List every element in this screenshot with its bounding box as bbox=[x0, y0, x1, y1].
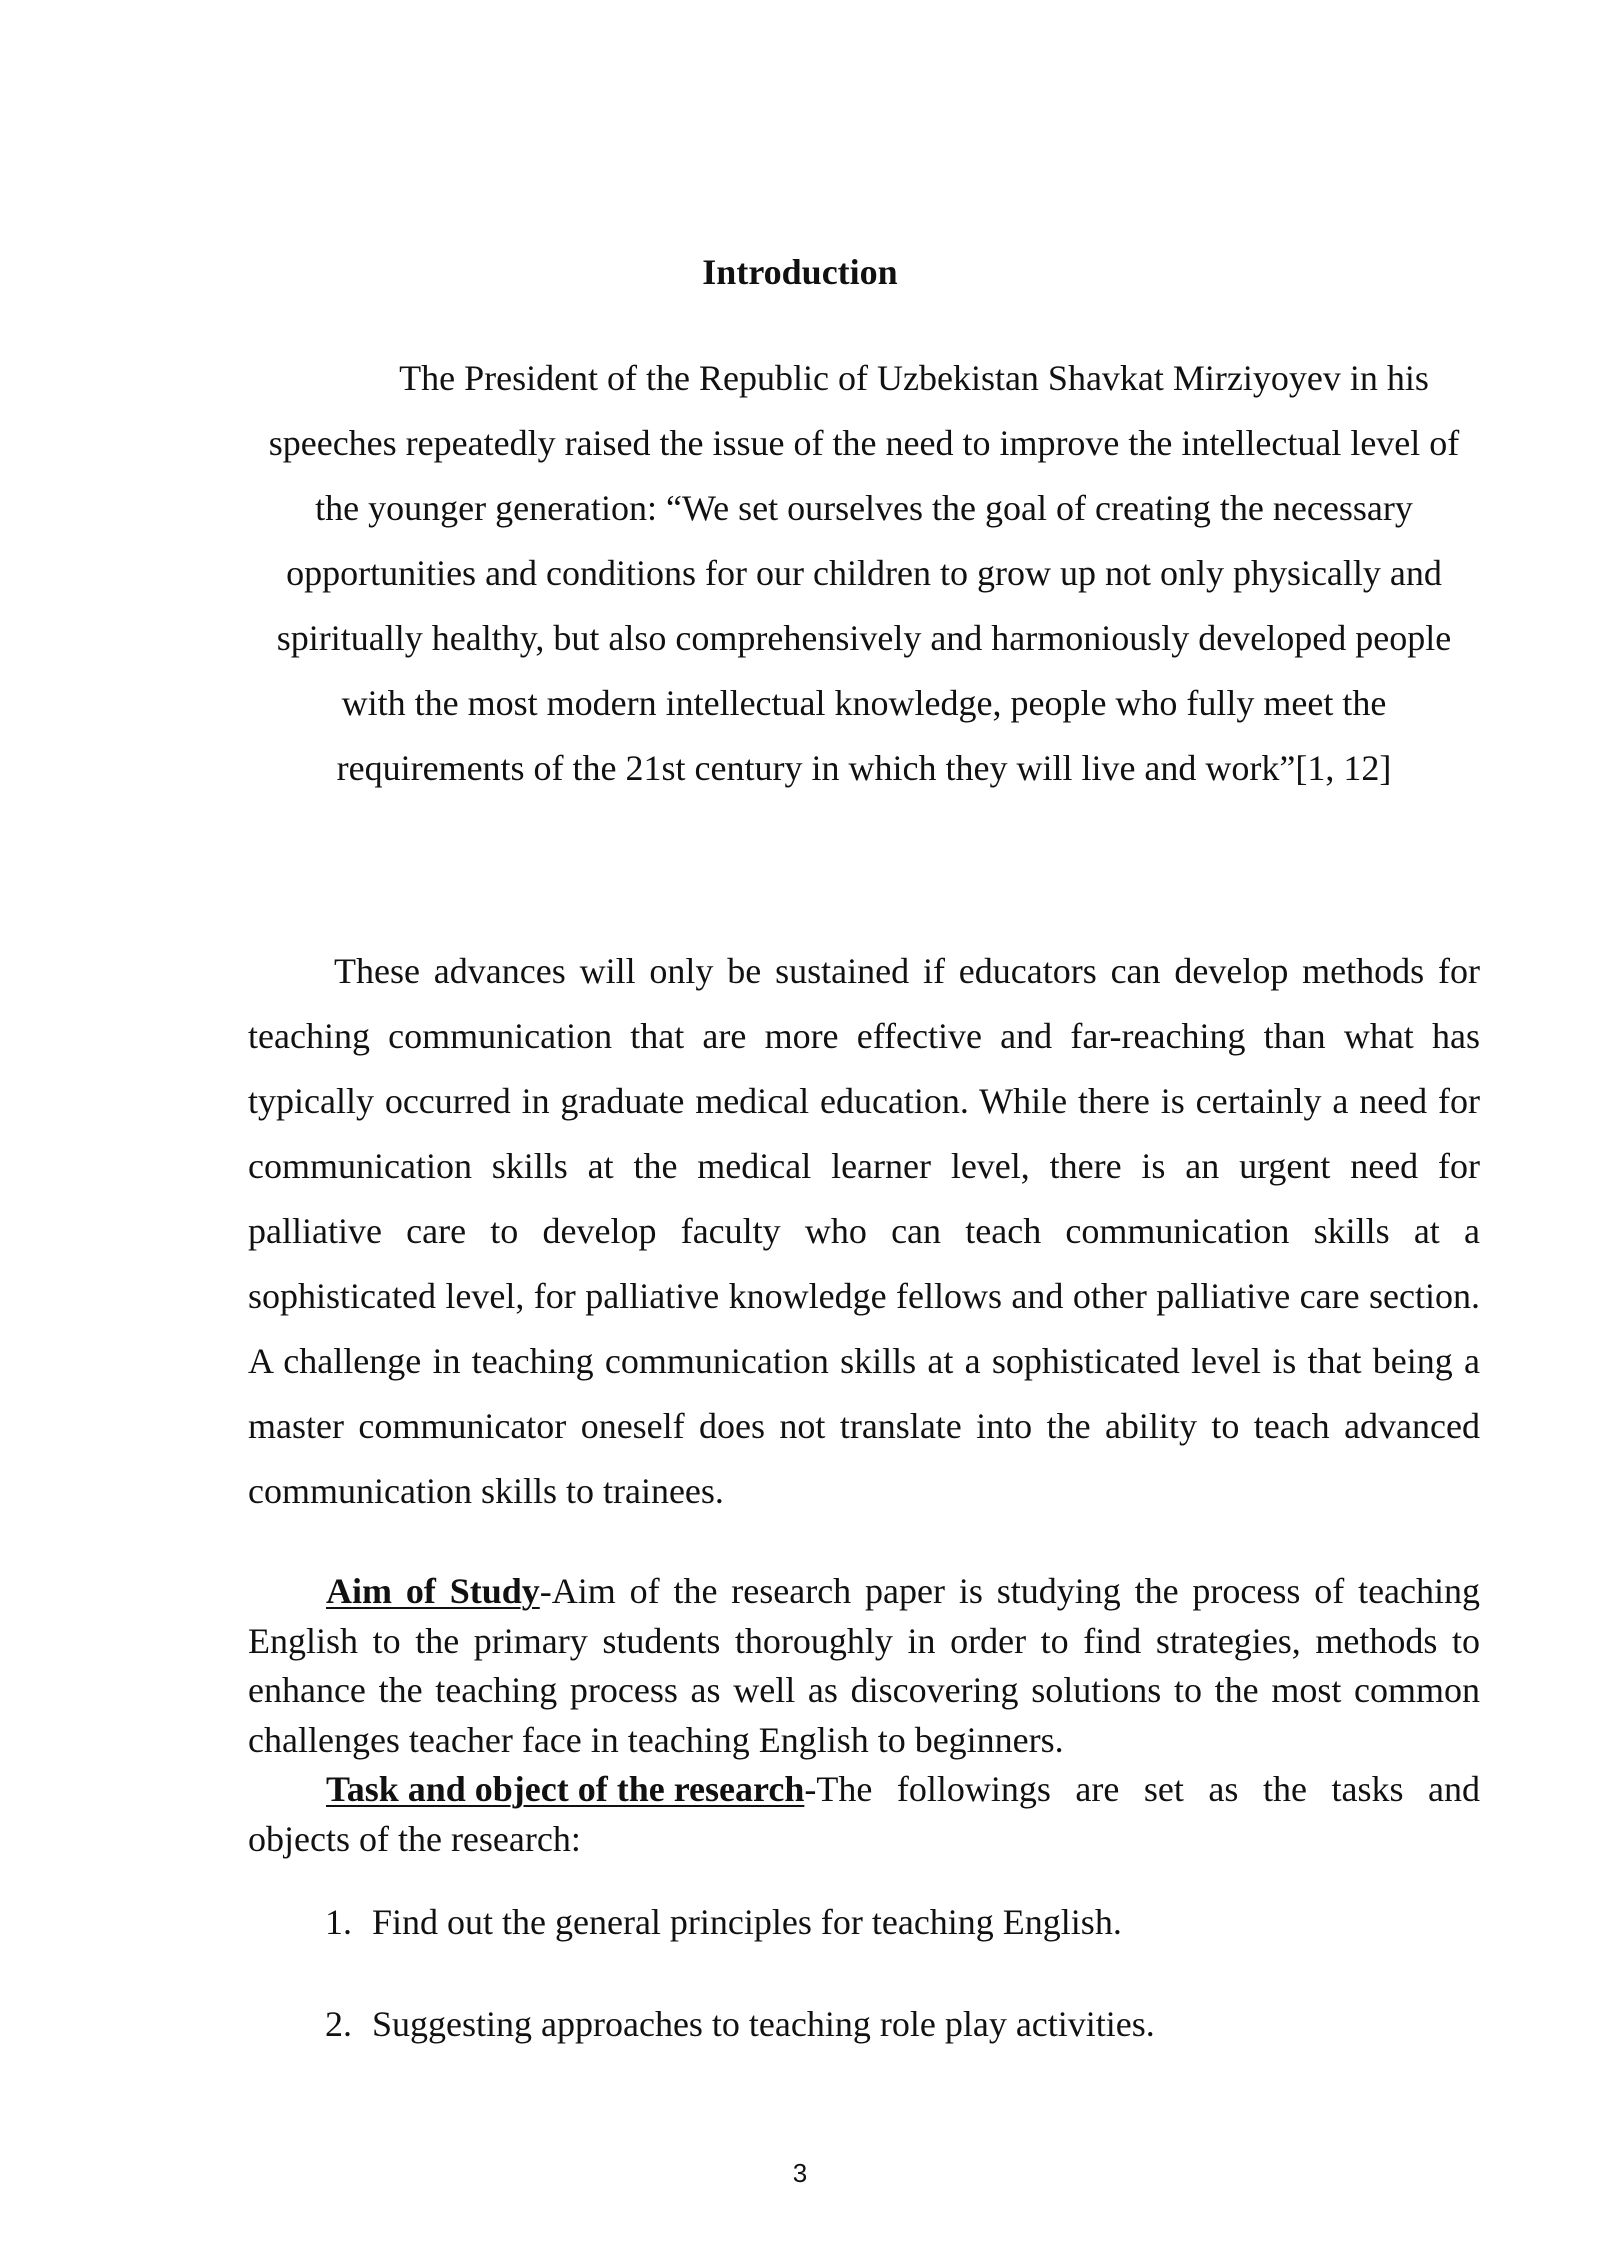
communication-paragraph: These advances will only be sustained if educators can develop methods for teaching communication that are more effective and far-reaching than what has typically occurred in graduate medical education. While there is certainly a need for communication skills at the medical learner level, there is an urgent need for palliative care to develop faculty who can teach communication skills at a sophisticated level, for palliative knowledge fellows and other palliative care section. A challenge in teaching communication skills at a sophisticated level is that being a master communicator oneself does not translate into the ability to teach advanced communication skills to trainees. bbox=[248, 951, 1480, 1511]
page-number: 3 bbox=[792, 2158, 808, 2188]
list-item bbox=[325, 2002, 1475, 2046]
tasks-list bbox=[325, 1900, 1475, 2104]
list-item-text: Suggesting approaches to teaching role play activities. bbox=[372, 2004, 1155, 2044]
intro-quote-text: The President of the Republic of Uzbekistan Shavkat Mirziyoyev in his speeches repeatedly raised the issue of the need to improve the intellectual level of the younger generation: “We set ourselves the goal of creating the necessary opportunities and conditions for our children to grow up not only physically and spiritually healthy, but also comprehensively and harmoniously developed people with the most modern intellectual knowledge, people who fully meet the requirements of the 21st century in which they will live and work”[1, 12] bbox=[268, 358, 1460, 788]
list-item bbox=[325, 1900, 1475, 1944]
aim-paragraph bbox=[248, 1567, 1480, 1864]
list-item-text: Find out the general principles for teaching English. bbox=[372, 1902, 1122, 1942]
intro-quote-paragraph bbox=[248, 346, 1480, 801]
task-heading: Task and object of the research bbox=[326, 1769, 805, 1809]
page-title: Introduction bbox=[702, 252, 898, 292]
aim-heading: Aim of Study bbox=[326, 1571, 540, 1611]
list-item-number: 2. bbox=[325, 2004, 352, 2044]
aim-text: -Aim of the research paper is studying the process of teaching English to the primary students thoroughly in order to find strategies, methods to enhance the teaching process as well as discovering solutions to the most common challenges teacher face in teaching English to beginners. bbox=[248, 1571, 1481, 1760]
list-item-number: 1. bbox=[325, 1902, 352, 1942]
task-text: -The followings are set as the tasks and objects of the research: bbox=[248, 1769, 1480, 1859]
